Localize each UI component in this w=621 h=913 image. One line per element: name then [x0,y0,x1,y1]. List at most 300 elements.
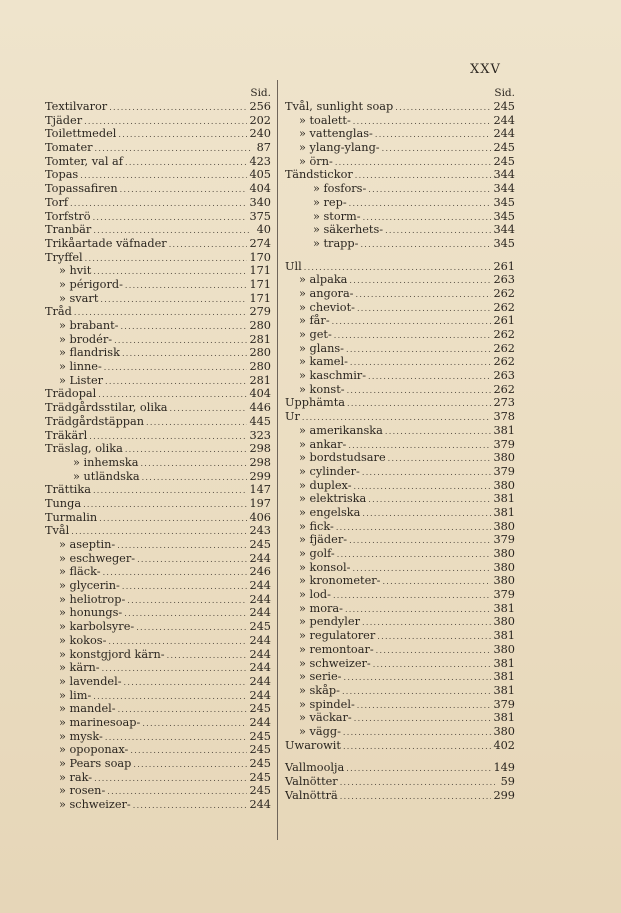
leader-dots [355,169,492,183]
index-entry [45,702,271,716]
entry-term: » kamel- [299,355,348,369]
index-entry [285,223,515,237]
leader-dots [345,603,491,617]
entry-term: » honungs- [59,606,123,620]
entry-page: 244 [493,113,515,127]
entry-term: » schweizer- [299,656,371,670]
entry-term: » säkerhets- [313,223,384,237]
leader-dots [140,457,247,471]
index-entry [45,470,271,484]
index-entry [285,410,515,424]
entry-term: Trädgårdsstilar, olika [45,401,168,415]
entry-page: 379 [493,464,515,478]
entry-page: 381 [493,670,515,684]
entry-page: 381 [493,711,515,725]
index-entry [45,155,271,169]
leader-dots [93,484,247,498]
leader-dots [71,525,247,539]
entry-term: » ankar- [299,437,347,451]
entry-page: 380 [493,478,515,492]
leader-dots [74,306,248,320]
entry-term: » väckar- [299,711,352,725]
index-entry [285,287,515,301]
leader-dots [377,630,491,644]
entry-page: 279 [249,305,271,319]
index-entry [285,506,515,520]
entry-page: 244 [249,674,271,688]
index-entry [285,210,515,224]
leader-dots [350,356,492,370]
entry-page: 381 [493,423,515,437]
leader-dots [368,183,491,197]
leader-dots [104,361,248,375]
index-entry [285,739,515,753]
leader-dots [342,685,492,699]
entry-page: 380 [493,560,515,574]
entry-page: 256 [249,100,271,113]
entry-page: 299 [493,788,515,802]
entry-term: » utländska [73,469,140,483]
leader-dots [349,197,492,211]
index-entry [285,670,515,684]
entry-term: » brodér- [59,332,113,346]
entry-term: Torf [45,195,69,209]
index-entry [285,260,515,274]
entry-term: » brabant- [59,319,119,332]
entry-term: » vattenglas- [299,127,373,141]
entry-term: Vallmoolja [285,761,345,775]
leader-dots [362,466,492,480]
index-entry [285,520,515,534]
entry-page: 274 [249,236,271,250]
entry-page: 381 [493,505,515,519]
leader-dots [343,726,492,740]
index-entry [285,657,515,671]
index-entry [45,210,271,224]
page-number: XXV [470,62,501,77]
index-entry [285,725,515,739]
index-entry [45,182,271,196]
leader-dots [376,644,492,658]
entry-term: » rep- [313,195,347,209]
index-entry [45,168,271,182]
index-entry [45,264,271,278]
index-entry [285,355,515,369]
index-entry [45,483,271,497]
leader-dots [103,566,248,580]
entry-page: 245 [493,154,515,168]
index-entry [285,438,515,452]
index-entry [285,789,515,803]
entry-term: » eschweger- [59,551,136,565]
entry-term: Tunga [45,496,82,510]
entry-page: 244 [493,127,515,141]
leader-dots [93,211,248,225]
entry-page: 59 [500,775,515,788]
leader-dots [343,740,491,754]
entry-page: 378 [493,410,515,424]
entry-term: » spindel- [299,697,355,711]
index-entry [45,524,271,538]
leader-dots [120,320,247,334]
leader-dots [137,553,247,567]
entry-term: » inhemska [73,455,139,469]
index-entry [285,492,515,506]
entry-term: » konst- [299,382,345,396]
entry-page: 240 [249,127,271,141]
index-entry [45,497,271,511]
entry-term: Textilvaror [45,100,108,113]
index-entry [285,615,515,629]
entry-page: 381 [493,492,515,506]
entry-page: 263 [493,369,515,383]
leader-dots [117,539,247,553]
entry-term: » konstgjord kärn- [59,647,165,661]
entry-page: 380 [493,519,515,533]
leader-dots [302,411,492,425]
leader-dots [94,772,247,786]
entry-term: » schweizer- [59,798,131,812]
leader-dots [99,512,247,526]
entry-term: » glycerin- [59,579,120,593]
leader-dots [332,315,492,329]
entry-page: 245 [249,784,271,798]
entry-page: 380 [493,615,515,629]
entry-term: » serie- [299,670,342,684]
entry-term: » flandrisk [59,346,120,360]
leader-dots [133,799,248,813]
entry-term: » cylinder- [299,464,360,478]
entry-page: 171 [249,277,271,291]
entry-page: 381 [493,629,515,643]
index-entry [285,314,515,328]
entry-term: » cheviot- [299,300,355,314]
leader-dots [382,575,491,589]
leader-dots [363,211,492,225]
entry-term: Träslag, olika [45,442,123,456]
index-entry [45,292,271,306]
entry-term: » fick- [299,519,334,533]
index-entry [45,346,271,360]
entry-page: 261 [493,259,515,273]
entry-term: » storm- [313,209,361,223]
entry-page: 344 [493,182,515,196]
leader-dots [100,293,247,307]
entry-page: 280 [249,360,271,374]
entry-term: Torfströ [45,209,91,223]
entry-term: » toalett- [299,113,351,127]
entry-page: 379 [493,533,515,547]
leader-dots [130,744,247,758]
entry-page: 404 [249,182,271,196]
leader-dots [118,703,248,717]
entry-term: » kokos- [59,633,107,647]
leader-dots [349,534,491,548]
entry-page: 171 [249,264,271,278]
entry-term: » vägg- [299,724,341,738]
index-entry [45,798,271,812]
leader-dots [93,224,251,238]
entry-page: 244 [249,688,271,702]
entry-page: 262 [493,300,515,314]
entry-term: Valnötträ [285,788,338,802]
index-entry [45,333,271,347]
entry-page: 379 [493,697,515,711]
entry-page: 298 [249,455,271,469]
entry-page: 381 [493,601,515,615]
entry-page: 245 [249,702,271,716]
leader-dots [334,329,492,343]
index-entry [285,588,515,602]
index-entry [285,328,515,342]
entry-term: » glans- [299,341,344,355]
entry-page: 245 [249,729,271,743]
entry-term: Ur [285,410,300,424]
entry-term: Trädopal [45,387,97,401]
entry-page: 273 [493,396,515,410]
leader-dots [375,128,492,142]
entry-page: 244 [249,606,271,620]
index-entry [285,396,515,410]
entry-term: » amerikanska [299,423,383,437]
entry-page: 244 [249,647,271,661]
entry-page: 245 [249,770,271,784]
index-entry [285,698,515,712]
entry-page: 345 [493,209,515,223]
index-entry [45,278,271,292]
entry-term: » kronometer- [299,574,381,588]
leader-dots [352,562,491,576]
entry-page: 262 [493,382,515,396]
entry-term: Trädgårdstäppan [45,414,145,428]
entry-page: 345 [493,195,515,209]
index-column-right [285,86,515,802]
index-entry [45,442,271,456]
entry-term: » engelska [299,505,361,519]
leader-dots [347,397,491,411]
leader-dots [368,370,491,384]
entry-page: 262 [493,355,515,369]
entry-page: 244 [249,798,271,812]
entry-page: 344 [493,223,515,237]
leader-dots [360,238,491,252]
index-entry [285,684,515,698]
entry-page: 149 [493,761,515,775]
leader-dots [304,261,492,275]
entry-term: » remontoar- [299,642,374,656]
index-entry [285,141,515,155]
entry-term: » fjäder- [299,533,348,547]
entry-term: » pendyler [299,615,361,629]
entry-page: 244 [249,661,271,675]
index-entry [45,387,271,401]
entry-term: » konsol- [299,560,351,574]
entry-page: 263 [493,273,515,287]
entry-term: » karbolsyre- [59,620,135,634]
leader-dots [348,439,491,453]
entry-term: » rosen- [59,784,106,798]
leader-dots [85,252,248,266]
leader-dots [105,375,247,389]
index-entry [285,196,515,210]
entry-page: 281 [249,332,271,346]
index-entry [45,401,271,415]
entry-term: » duplex- [299,478,352,492]
index-entry [285,711,515,725]
index-entry [285,369,515,383]
leader-dots [373,658,492,672]
index-entry [285,383,515,397]
leader-dots [109,101,247,115]
entry-page: 244 [249,579,271,593]
leader-dots [170,402,248,416]
leader-dots [102,662,248,676]
entry-page: 380 [493,642,515,656]
index-entry [285,451,515,465]
index-entry [45,730,271,744]
leader-dots [357,699,492,713]
entry-page: 446 [249,401,271,415]
right-entries [285,100,515,802]
entry-page: 244 [249,715,271,729]
index-entry [285,155,515,169]
entry-term: » fläck- [59,565,101,579]
leader-dots [125,443,248,457]
leader-dots [357,302,491,316]
entry-term: Ull [285,259,302,273]
index-entry [45,415,271,429]
index-entry [285,629,515,643]
leader-dots [388,452,492,466]
entry-page: 405 [249,168,271,182]
index-column-left [45,86,271,812]
leader-dots [333,589,491,603]
index-entry [285,424,515,438]
entry-page: 323 [249,428,271,442]
entry-term: » Pears soap [59,757,132,770]
index-entry [45,127,271,141]
leader-dots [362,616,491,630]
leader-dots [346,762,491,776]
entry-term: » hvit [59,264,92,278]
index-entry [45,374,271,388]
leader-dots [368,493,491,507]
entry-term: » lim- [59,688,92,702]
leader-dots [340,776,495,790]
entry-page: 171 [249,291,271,305]
entry-term: » marinesoap- [59,715,141,729]
entry-term: » bordstudsare [299,451,386,465]
entry-page: 380 [493,574,515,588]
entry-page: 380 [493,724,515,738]
entry-term: » périgord- [59,277,123,291]
leader-dots [142,471,248,485]
leader-dots [124,676,248,690]
index-entry [285,643,515,657]
index-entry [45,319,271,333]
entry-term: » mysk- [59,729,103,743]
index-entry [285,182,515,196]
entry-term: » lod- [299,588,331,602]
entry-page: 245 [249,620,271,634]
entry-page: 246 [249,565,271,579]
entry-term: Tvål, sunlight soap [285,100,394,113]
index-entry [45,237,271,251]
leader-dots [89,430,247,444]
entry-term: Turmalin [45,510,98,524]
index-entry [285,775,515,789]
entry-page: 381 [493,656,515,670]
index-entry [45,606,271,620]
entry-term: » mandel- [59,702,116,716]
index-entry [285,602,515,616]
entry-term: » elektriska [299,492,367,506]
entry-term: » fosfors- [313,182,367,196]
entry-page: 402 [493,738,515,752]
index-entry [45,771,271,785]
entry-page: 445 [249,414,271,428]
entry-page: 262 [493,341,515,355]
entry-page: 40 [256,223,271,237]
entry-term: » linne- [59,360,102,374]
entry-page: 244 [249,592,271,606]
entry-page: 375 [249,209,271,223]
index-entry [45,661,271,675]
index-entry [45,305,271,319]
entry-term: » regulatorer [299,629,376,643]
leader-dots [346,343,491,357]
index-entry [285,273,515,287]
entry-term: Topassafiren [45,182,118,196]
leader-dots [354,712,492,726]
leader-dots [125,279,248,293]
leader-dots [70,197,247,211]
entry-page: 261 [493,314,515,328]
index-entry [285,761,515,775]
leader-dots [340,790,492,804]
entry-page: 170 [249,250,271,264]
sid-header-right: Sid. [494,87,515,99]
leader-dots [335,156,492,170]
column-divider [277,80,278,840]
leader-dots [337,548,492,562]
index-entry [285,342,515,356]
entry-term: Uwarowit [285,738,341,752]
leader-dots [133,758,247,772]
entry-term: Tryffel [45,250,83,264]
entry-page: 262 [493,286,515,300]
entry-term: » angora- [299,286,354,300]
entry-term: » får- [299,314,330,328]
entry-term: Tomater [45,141,93,155]
index-entry [45,456,271,470]
leader-dots [120,183,248,197]
entry-term: » get- [299,328,332,341]
leader-dots [93,690,247,704]
leader-dots [83,498,247,512]
leader-dots [122,580,248,594]
entry-page: 423 [249,154,271,168]
entry-page: 299 [249,469,271,483]
index-entry [45,196,271,210]
entry-page: 406 [249,510,271,524]
leader-dots [169,238,248,252]
index-entry [285,561,515,575]
index-entry [285,533,515,547]
entry-term: » ylang-ylang- [299,141,380,155]
entry-page: 379 [493,588,515,602]
leader-dots [127,594,247,608]
